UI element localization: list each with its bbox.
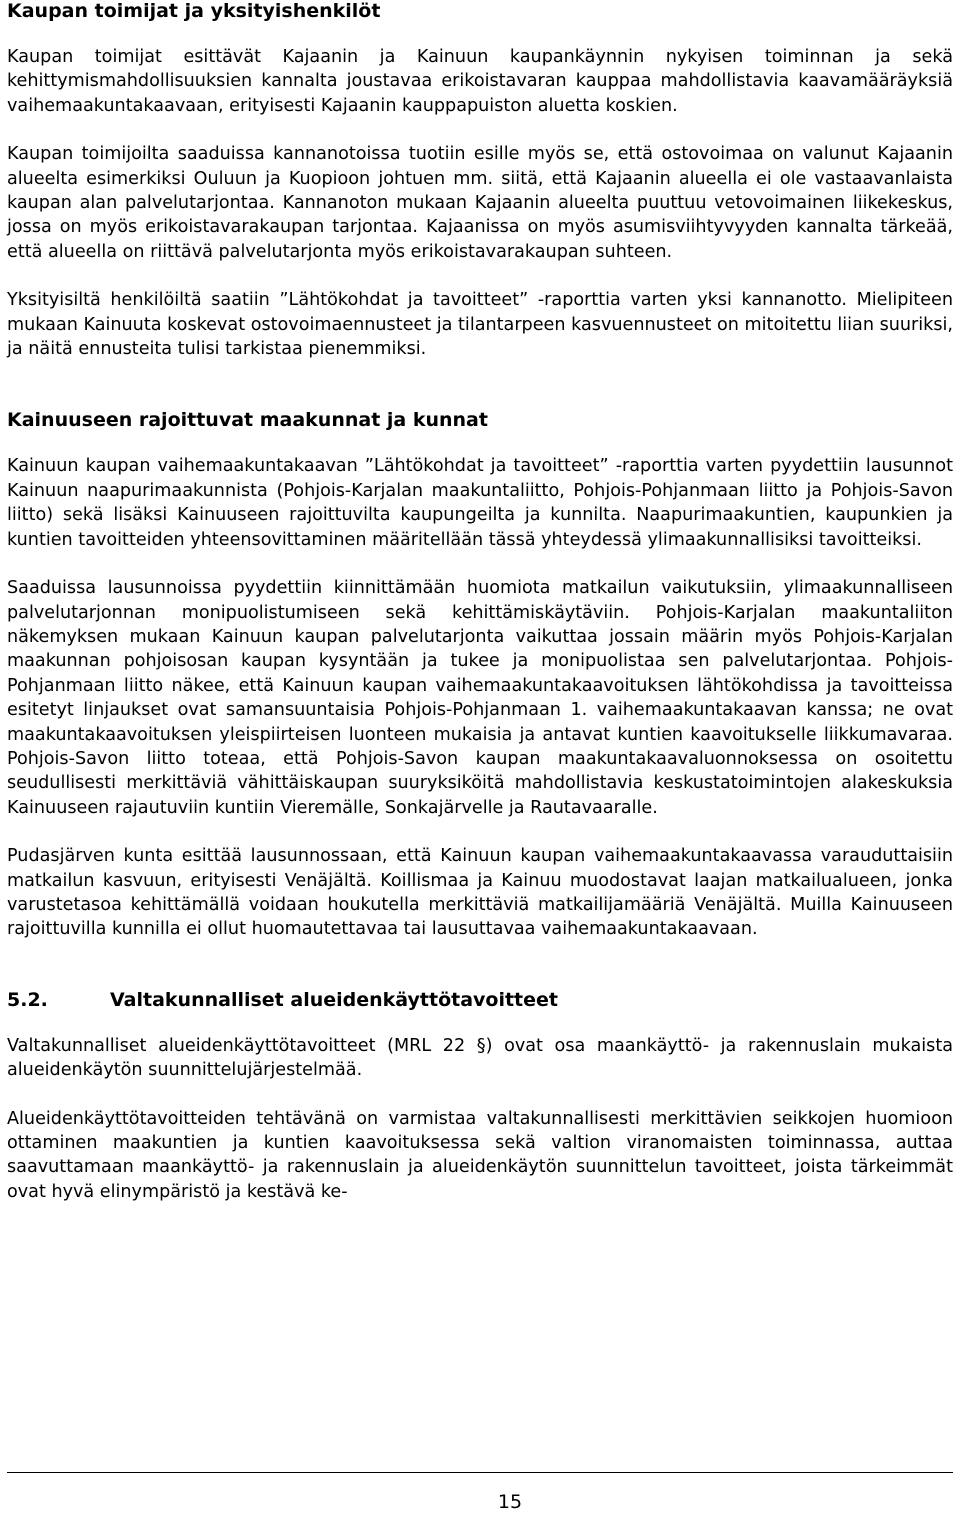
section-title-text: Valtakunnalliset alueidenkäyttötavoitteet bbox=[110, 988, 558, 1011]
section-heading-valtakunnalliset bbox=[7, 988, 953, 1013]
paragraph: Kaupan toimijat esittävät Kajaanin ja Kainuun kaupankäynnin nykyisen toiminnan ja sekä kehittymismahdollisuuksien kannalta joustavaa erikoistavaran kauppaa mahdollistavia kaavamääräyksiä vaihemaakuntakaavaan, erityisesti Kajaanin kauppapuiston aluetta koskien. bbox=[7, 47, 953, 116]
paragraph: Kaupan toimijoilta saaduissa kannanotoissa tuotiin esille myös se, että ostovoimaa on valunut Kajaanin alueelta esimerkiksi Ouluun ja Kuopioon johtuen mm. siitä, että Kajaanin alueella ei ole vastaavanlaista kaupan alan palvelutarjontaa. Kannanoton mukaan Kajaanin alueelta puuttuu vetovoimainen liikekeskus, jossa on myös erikoistavarakaupan tarjontaa. Kajaanissa on myös asumisviihtyvyyden kannalta tärkeää, että alueella on riittävä palvelutarjonta myös erikoistavarakaupan suhteen. bbox=[7, 144, 953, 262]
paragraph: Kainuun kaupan vaihemaakuntakaavan ”Lähtökohdat ja tavoitteet” -raporttia varten pyydettiin lausunnot Kainuun naapurimaakunnista (Pohjois-Karjalan maakuntaliitto, Pohjois-Pohjanmaan liitto ja Pohjois-Savon liitto) sekä lisäksi Kainuuseen rajoittuvilta kaupungeilta ja kunnilta. Naapurimaakuntien, kaupunkien ja kuntien tavoitteiden yhteensovittaminen määritellään tässä yhteydessä ylimaakunnallisiksi tavoitteiksi. bbox=[7, 456, 953, 550]
paragraph: Yksityisiltä henkilöiltä saatiin ”Lähtökohdat ja tavoitteet” -raporttia varten yksi kannanotto. Mielipiteen mukaan Kainuuta koskevat ostovoimaennusteet ja tilantarpeen kasvuennusteet on mitoitettu liian suuriksi, ja näitä ennusteita tulisi tarkistaa pienemmiksi. bbox=[7, 290, 953, 360]
page-number: 15 bbox=[497, 1491, 523, 1513]
footer-divider bbox=[7, 1472, 953, 1473]
paragraph: Valtakunnalliset alueidenkäyttötavoitteet (MRL 22 §) ovat osa maankäyttö- ja rakennuslain mukaista alueidenkäytön suunnittelujärjestelmää. bbox=[7, 1035, 953, 1081]
section-heading-kainuuseen-rajoittuvat: Kainuuseen rajoittuvat maakunnat ja kunnat bbox=[7, 409, 488, 432]
section-number: 5.2. bbox=[7, 988, 48, 1011]
document-page bbox=[7, 0, 953, 1204]
section-heading-kaupan-toimijat: Kaupan toimijat ja yksityishenkilöt bbox=[7, 0, 381, 22]
paragraph: Saaduissa lausunnoissa pyydettiin kiinnittämään huomiota matkailun vaikutuksiin, ylimaakunnalliseen palvelutarjonnan monipuolistumiseen sekä kehittämiskäytäviin. Pohjois-Karjalan maakuntaliiton näkemyksen mukaan Kainuun kaupan palvelutarjonta vaikuttaa jossain määrin myös Pohjois-Karjalan maakunnan pohjoisosan kaupan kysyntään ja tukee ja monipuolistaa sen palvelutarjontaa. Pohjois-Pohjanmaan liitto näkee, että Kainuun kaupan vaihemaakuntakaavoituksen lähtökohdissa ja tavoitteissa esitetyt linjaukset ovat samansuuntaisia Pohjois-Pohjanmaan 1. vaihemaakuntakaavan kanssa; ne ovat maakuntakaavoituksen yleispiirteisen luonteen mukaisia ja antavat kuntien kaavoitukselle liikkumavaraa. Pohjois-Savon liitto toteaa, että Pohjois-Savon kaupan maakuntakaavaluonnoksessa on osoitettu seudullisesti merkittäviä vähittäiskaupan suuryksiköitä mahdollistavia keskustatoimintojen alakeskuksia Kainuuseen rajautuviin kuntiin Vieremälle, Sonkajärvelle ja Rautavaaralle. bbox=[7, 578, 953, 818]
paragraph: Pudasjärven kunta esittää lausunnossaan, että Kainuun kaupan vaihemaakuntakaavassa varauduttaisiin matkailun kasvuun, erityisesti Venäjältä. Koillismaa ja Kainuu muodostavat laajan matkailualueen, jonka varustetasoa kehittämällä voidaan houkutella merkittäviä matkailijamääriä Venäjältä. Muilla Kainuuseen rajoittuvilla kunnilla ei ollut huomautettavaa tai lausuttavaa vaihemaakuntakaavaan. bbox=[7, 846, 953, 940]
paragraph: Alueidenkäyttötavoitteiden tehtävänä on varmistaa valtakunnallisesti merkittävien seikkojen huomioon ottaminen maakuntien ja kuntien kaavoituksessa sekä valtion viranomaisten toiminnassa, auttaa saavuttamaan maankäyttö- ja rakennuslain ja alueidenkäytön suunnittelun tavoitteet, joista tärkeimmät ovat hyvä elinympäristö ja kestävä ke- bbox=[7, 1108, 953, 1202]
